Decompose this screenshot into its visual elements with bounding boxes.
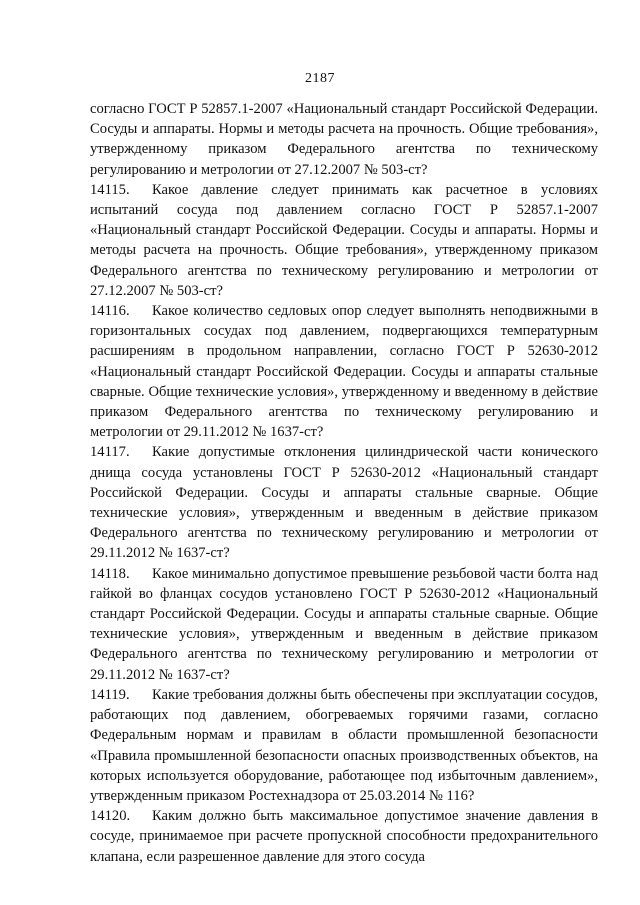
question-text: Какое количество седловых опор следует выполнять неподвижными в горизонтальных сосудах под давлением, подвергающихся температурным расширениям в продольном направлении, согласно ГОСТ Р 52630-2012 «Национальный стандарт Российской Федерации. Сосуды и аппараты стальные сварные. Общие технические условия», утвержденному и введенному в действие приказом Федерального агентства по техническому регулированию и метрологии от 29.11.2012 № 1637-ст? bbox=[90, 303, 598, 441]
question-text: Какие требования должны быть обеспечены при эксплуатации сосудов, работающих под давлением, обогреваемых горячими газами, согласно Федеральным нормам и правилам в области промышленной безопасности «Правила промышленной безопасности опасных производственных объектов, на которых используется оборудование, работающее под избыточным давлением», утвержденным приказом Ростехнадзора от 25.03.2014 № 116? bbox=[90, 686, 598, 804]
question-text: Какое минимально допустимое превышение резьбовой части болта над гайкой во фланцах сосудов установлено ГОСТ Р 52630-2012 «Национальный стандарт Российской Федерации. Сосуды и аппараты стальные сварные. Общие технические условия», утвержденным и введенным в действие приказом Федерального агентства по техническому регулированию и метрологии от 29.11.2012 № 1637-ст? bbox=[90, 565, 598, 683]
paragraph-continuation bbox=[90, 99, 598, 180]
question-14118 bbox=[90, 564, 598, 685]
question-14115 bbox=[90, 180, 598, 301]
question-number: 14115. bbox=[90, 181, 130, 198]
question-14116 bbox=[90, 301, 598, 442]
question-text: Каким должно быть максимальное допустимое значение давления в сосуде, принимаемое при расчете пропускной способности предохранительного клапана, если разрешенное давление для этого сосуда bbox=[90, 808, 598, 865]
question-number: 14116. bbox=[90, 303, 130, 320]
question-text: Какие допустимые отклонения цилиндрической части конического днища сосуда установлены ГОСТ Р 52630-2012 «Национальный стандарт Российской Федерации. Сосуды и аппараты стальные сварные. Общие технические условия», утвержденным и введенным в действие приказом Федерального агентства по техническому регулированию и метрологии от 29.11.2012 № 1637-ст? bbox=[90, 444, 598, 562]
question-number: 14118. bbox=[90, 565, 130, 582]
question-number: 14119. bbox=[90, 686, 130, 703]
question-text: Какое давление следует принимать как расчетное в условиях испытаний сосуда под давлением согласно ГОСТ Р 52857.1-2007 «Национальный стандарт Российской Федерации. Сосуды и аппараты. Нормы и методы расчета на прочность. Общие требования», утвержденному приказом Федерального агентства по техническому регулированию и метрологии от 27.12.2007 № 503-ст? bbox=[90, 181, 598, 299]
question-14120 bbox=[90, 806, 598, 867]
question-14117 bbox=[90, 442, 598, 563]
question-number: 14120. bbox=[90, 808, 131, 825]
page-content bbox=[90, 99, 598, 867]
question-14119 bbox=[90, 685, 598, 806]
paragraph-text: согласно ГОСТ Р 52857.1-2007 «Национальный стандарт Российской Федерации. Сосуды и аппараты. Нормы и методы расчета на прочность. Общие требования», утвержденному приказом Федерального агентства по техническому регулированию и метрологии от 27.12.2007 № 503-ст? bbox=[90, 101, 598, 178]
question-number: 14117. bbox=[90, 444, 130, 461]
page-number: 2187 bbox=[305, 71, 335, 86]
